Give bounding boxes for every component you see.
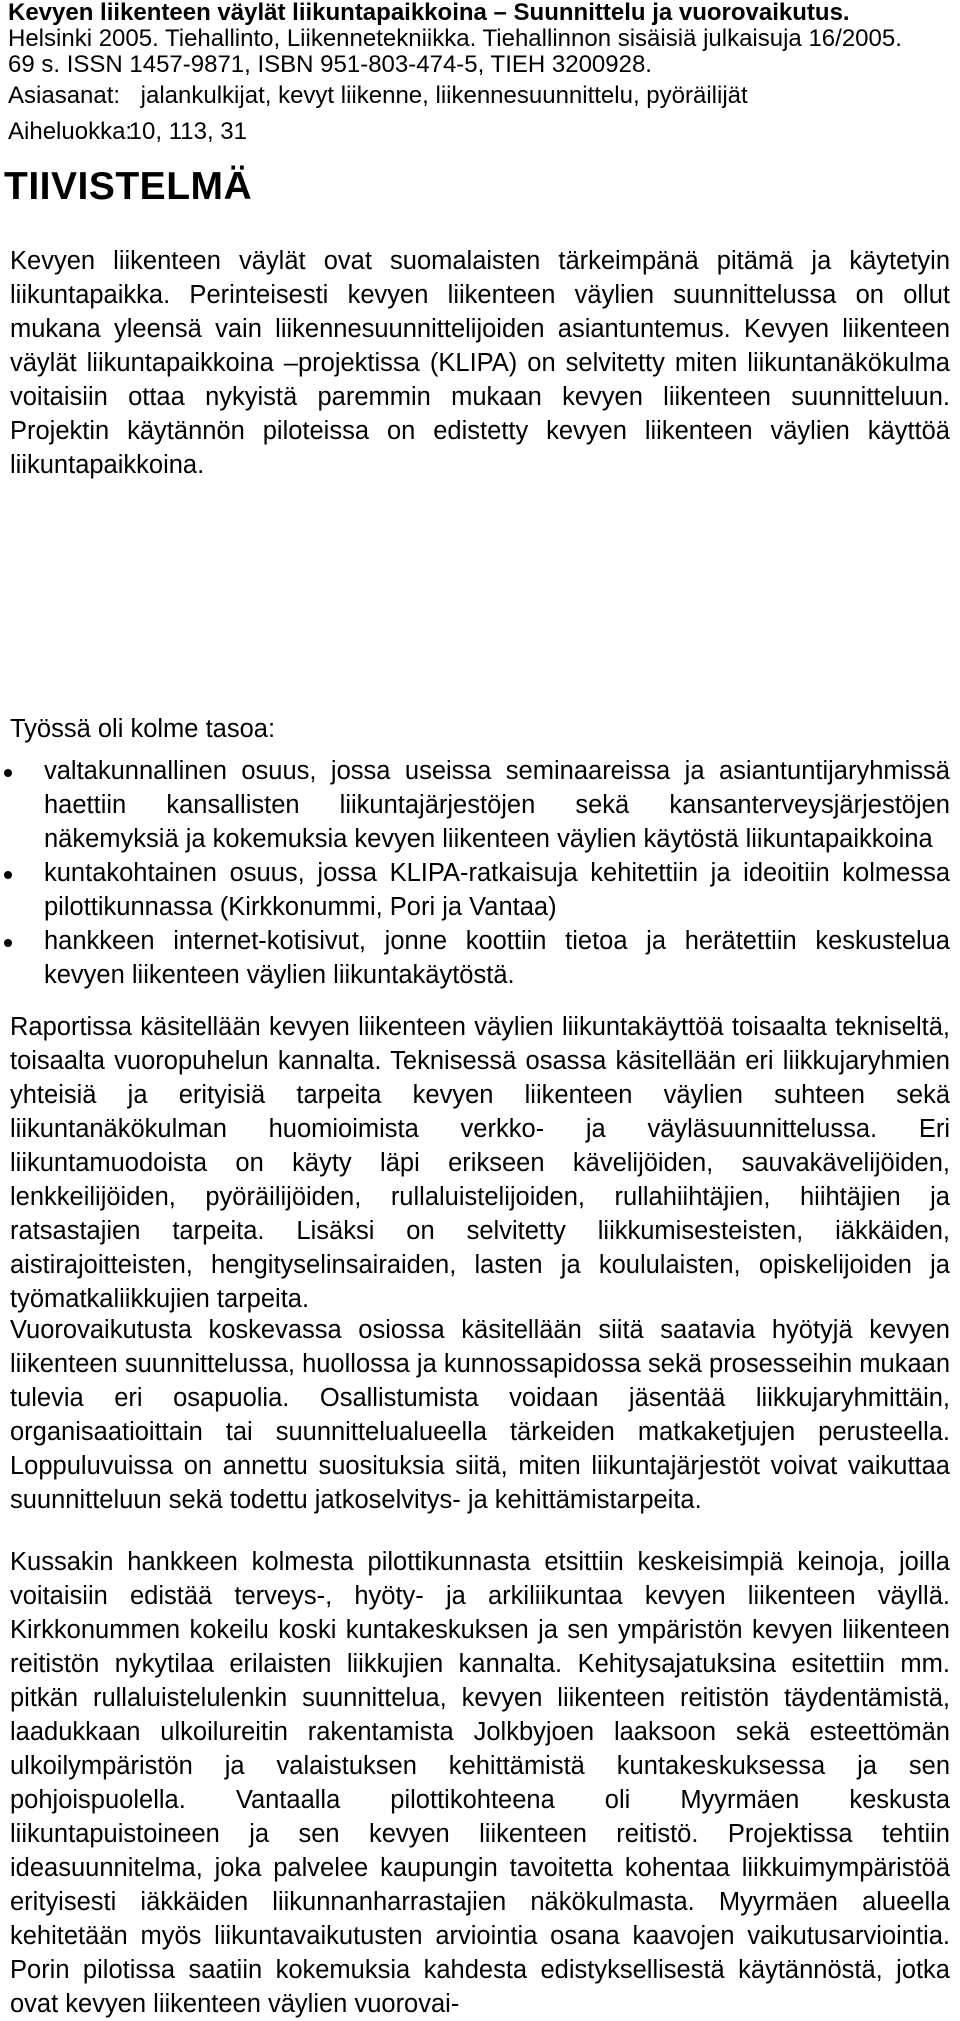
bullet-icon (4, 871, 12, 879)
list-item-text: valtakunnallinen osuus, jossa useissa seminaareissa ja asiantuntijaryhmissä haettiin kansallisten liikuntajärjestöjen sekä kansanterveysjärjestöjen näkemyksiä ja kokemuksia kevyen liikenteen väylien käytöstä liikuntapaikkoina (44, 757, 950, 853)
subject-class-label: Aiheluokka: (8, 118, 133, 145)
paragraph-text: Raportissa käsitellään kevyen liikenteen väylien liikuntakäyttöä toisaalta tekniseltä, toisaalta vuoropuhelun kannalta. Teknisessä osassa käsitellään eri liikkujaryhmien yhteisiä ja erityisiä tarpeita kevyen liikenteen väylien suhteen sekä liikuntanäkökulman huomioimista verkko- ja väyläsuunnittelussa. Eri liikuntamuodoista on käyty läpi erikseen kävelijöiden, sauvakävelijöiden, lenkkeilijöiden, pyöräilijöiden, rullaluistelijoiden, rullahiihtäjien, hiihtäjien ja ratsastajien tarpeita. Lisäksi on selvitetty liikkumisesteisten, iäkkäiden, aistirajoitteisten, hengityselinsairaiden, lasten ja koululaisten, opiskelijoiden ja työmatkaliikkujien tarpeita. (10, 1013, 950, 1313)
levels-list (0, 754, 950, 992)
list-item-text: kuntakohtainen osuus, jossa KLIPA-ratkaisuja kehitettiin ja ideoitiin kolmessa pilottikunnassa (Kirkkonummi, Pori ja Vantaa) (44, 859, 950, 921)
list-item (0, 856, 950, 924)
keywords-value: jalankulkijat, kevyt liikenne, liikennesuunnittelu, pyöräilijät (140, 82, 748, 109)
bibliographic-reference (8, 0, 958, 78)
abstract-heading: TIIVISTELMÄ (4, 165, 253, 208)
abstract-paragraph-intro (10, 244, 950, 482)
list-item-text: hankkeen internet-kotisivut, jonne koottiin tietoa ja herätettiin keskustelua kevyen liikenteen väylien liikuntakäytöstä. (44, 927, 950, 989)
subject-class-row (8, 118, 247, 146)
list-item (0, 754, 950, 856)
publication-details: Helsinki 2005. Tiehallinto, Liikennetekniikka. Tiehallinnon sisäisiä julkaisuja 16/2005. (8, 25, 902, 52)
paragraph-text: Kussakin hankkeen kolmesta pilottikunnasta etsittiin keskeisimpiä keinoja, joilla voitaisiin edistää terveys-, hyöty- ja arkiliikuntaa kevyen liikenteen väyllä. Kirkkonummen kokeilu koski kuntakeskuksen ja sen ympäristön kevyen liikenteen reitistön nykytilaa erilaisten liikkujien kannalta. Kehitysajatuksina esitettiin mm. pitkän rullaluistelulenkin suunnittelua, kevyen liikenteen reitistön täydentämistä, laadukkaan ulkoilureitin rakentamista Jolkbyjoen laaksoon sekä esteettömän ulkoilympäristön ja valaistuksen kehittämistä kuntakeskuksessa ja sen pohjoispuolella. Vantaalla pilottikohteena oli Myyrmäen keskusta liikuntapuistoineen ja sen kevyen liikenteen reitistö. Projektissa tehtiin ideasuunnitelma, joka palvelee kaupungin tavoitetta kohentaa liikkuimympäristöä erityisesti iäkkäiden liikunnanharrastajien näkökulmasta. Myyrmäen alueella kehitetään myös liikuntavaikutusten arviointia osana kaavojen vaikutusarviointia. Porin pilotissa saatiin kokemuksia kahdesta edistyksellisestä käytännöstä, jotka ovat kevyen liikenteen väylien vuorovai- (10, 1548, 950, 2018)
levels-intro (10, 712, 950, 746)
abstract-paragraph-pilots (10, 1545, 950, 2021)
bullet-icon (4, 769, 12, 777)
keywords-label: Asiasanat: (8, 82, 121, 109)
paragraph-text: Vuorovaikutusta koskevassa osiossa käsitellään siitä saatavia hyötyjä kevyen liikenteen suunnittelussa, huollossa ja kunnossapidossa sekä prosesseihin mukaan tulevia eri osapuolia. Osallistumista voidaan jäsentää liikkujaryhmittäin, organisaatioittain tai suunnittelualueella tärkeiden matkaketjujen perusteella. Loppuluvuissa on annettu suosituksia siitä, miten liikuntajärjestöt voivat vaikuttaa suunnitteluun sekä todettu jatkoselvitys- ja kehittämistarpeita. (10, 1316, 950, 1514)
list-item (0, 924, 950, 992)
bullet-icon (4, 939, 12, 947)
subject-class-value: 10, 113, 31 (128, 118, 247, 145)
paragraph-text: Kevyen liikenteen väylät ovat suomalaisten tärkeimpänä pitämä ja käytetyin liikuntapaikka. Perinteisesti kevyen liikenteen väylien suunnittelussa on ollut mukana yleensä vain liikennesuunnittelijoiden asiantuntemus. Kevyen liikenteen väylät liikuntapaikkoina –projektissa (KLIPA) on selvitetty miten liikuntanäkökulma voitaisiin ottaa nykyistä paremmin mukaan kevyen liikenteen suunnitteluun. Projektin käytännön piloteissa on edistetty kevyen liikenteen väylien käyttöä liikuntapaikkoina. (10, 247, 950, 479)
abstract-paragraph-report (10, 1010, 950, 1316)
abstract-paragraph-interaction (10, 1313, 950, 1517)
paragraph-text: Työssä oli kolme tasoa: (10, 715, 276, 743)
publication-identifiers: 69 s. ISSN 1457-9871, ISBN 951-803-474-5, TIEH 3200928. (8, 51, 652, 78)
publication-title: Kevyen liikenteen väylät liikuntapaikkoina – Suunnittelu ja vuorovaikutus. (8, 0, 850, 26)
keywords-row (8, 82, 748, 110)
